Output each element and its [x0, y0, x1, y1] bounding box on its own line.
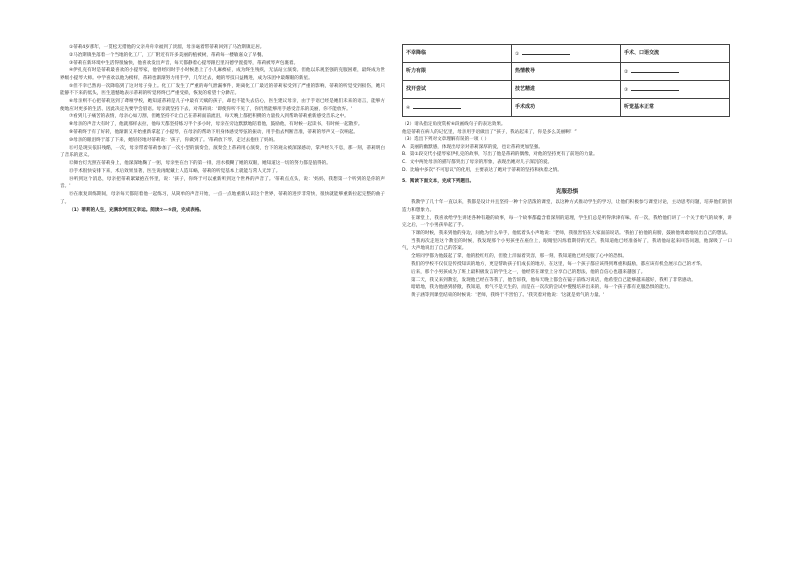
left-paragraph: ⑤但不幸已然再一次降临到了这对母子身上。化工厂发生了严重的毒气泄漏事件，距离化工厂最近的蒂莉家受到了严重的影响，蒂莉的听觉受到损伤，她只能静不下来的低头，医生遗憾地表示蒂莉的听觉将终已严重受损，恢复的希望十分渺茫。	[60, 83, 385, 97]
essay-paragraph: 暗暗地，我为他感到骄傲，我知道，勇气不是天生的，而是在一次次的尝试中慢慢培养出来的，每一个孩子都有克服恐惧的能力。	[411, 285, 673, 291]
table-cell: 听力有限	[403, 63, 512, 81]
table-cell: 不幸降临	[403, 45, 512, 63]
left-paragraph: ⑪可是现实依旧残酷，一次，母亲带着蒂莉参加了一次小型的演奏会，演奏会上蒂莉用心演奏，台下的观众被深深感动，掌声经久不息，那一刻，蒂莉明白了音乐的意义。	[60, 145, 385, 159]
table-row	[403, 81, 730, 99]
question-3: （3）选出下列对文章理解有误的一项（ ）	[402, 137, 490, 143]
left-paragraph: ③蒂莉在新环境中生活得很愉快，他喜欢发出声音，每天都静着心提琴跟巴里冯德学置提琴，蒂莉被琴声包裹着。	[69, 60, 299, 66]
left-paragraph: ⑮在康复训练期间，母亲每天都陪着他一起练习，从简单的声音开始，一点一点地重新认识这个世界，蒂莉的进步非常快，很快就能够重新拉起完整的曲子了。	[60, 191, 385, 205]
table-cell	[512, 45, 621, 63]
table-cell: 手术、口语交流	[621, 45, 730, 63]
essay-paragraph: 在课堂上，我喜欢给学生讲述各种有趣的故事，每一个故事都蕴含着深刻的道理，学生们总是听得津津有味。有一次，我给他们讲了一个关于勇气的故事，讲完之后，一个小男孩举起了手。	[402, 215, 732, 229]
question-3-options	[402, 144, 732, 174]
option-item: B．第①段交代小提琴家伊扎克的故事，写出了他是蒂莉的偶像，对他的坚持更有了前进的力量。	[402, 152, 598, 158]
essay-paragraph: 第二天，我又来到教室，发现他已经在等我了，他告诉我，他每天晚上都会在镜子前练习说话，他希望自己能够越来越好，我听了非常感动。	[411, 277, 696, 283]
question-2-quote: 他是蒂莉在病人的记忆里，母亲用手语做出了“孩子，我站起来了，你是多么美丽啊！”	[402, 129, 577, 135]
option-item: D．比喻中多次“不可思议”的化用，主要表达了她对于蒂莉的坚持和执着之情。	[402, 167, 562, 173]
question-2: （2）请从指定角度赏析⑥段画线句子的表达效果。	[402, 122, 506, 127]
essay-paragraph: 全班同学都为他鼓起了掌，他的脸红红的，但脸上洋溢着笑容，那一刻，我知道他已经克服了心中的恐惧。	[411, 254, 627, 260]
left-paragraph: ⑧母亲的声音大有时了，他就那样去拉，他每天都坚持练习半个多小时，母亲在旁边默默地陪着他，鼓励他，有时候一起读书，有时候一起散步。	[69, 122, 363, 128]
essay-paragraph: 下课的时候，我来到他的身边，问他为什么举手，他低着头小声地说：'老师，我很害怕在大家面前说话。'我拍了拍他的肩膀，鼓励他勇敢地说出自己的想法。	[411, 231, 731, 237]
left-paragraph: ⑬手术很快安排下来，术后效果显著，医生说再配戴上人造耳蜗，蒂莉的听觉基本上就能与常人无异了。	[69, 168, 281, 174]
left-paragraph: ⑥母亲则不心把蒂莉送到了聋哑学校，她知道蒂莉是儿子中最有天赋的孩子，却也不能失去信心，医生建议母亲，由于手语已经是她们未来的语言，能够方便地应对更多的生活、因此决定先要学会唇语。母亲就坚持下去，对蒂莉说：'即使你听不见了，你仍然能够用手感受音乐的美丽，你不能放弃。'	[60, 99, 385, 112]
question-5-heading: 5．阅读下面文本，完成下列题目。	[402, 179, 475, 185]
essay-body	[402, 199, 732, 299]
table-row	[403, 63, 730, 81]
left-paragraph: ①蒂莉4岁那年，一贯松无措他的父亲舟舟幸福到了淡溜，母亲毫着带蒂莉回到了马冶斯镇定居。	[69, 45, 265, 50]
left-paragraph: ⑭听到这个消息，母亲把蒂莉紧紧抱在怀里，说：'孩子，你终于可以重新听到这个世界的声音了。'蒂莉点点头，说：'妈妈，我想第一个听到的是你的声音。'	[60, 176, 385, 190]
essay-paragraph: 当我再次走进这个教室的时候，我发现那个小男孩坐在座位上，眼睛里闪烁着期待的光芒，我知道他已经准备好了，我请他站起来回答问题，他深吸了一口气，大声地说出了自己的答案。	[402, 238, 732, 252]
table-row	[403, 45, 730, 63]
blank-number: ②	[624, 70, 629, 76]
answer-blank[interactable]	[522, 48, 570, 55]
option-item: C．文中两处母亲的描写都突出了母亲的形象，表现出她对儿子深沉的爱。	[402, 159, 553, 165]
table-cell	[403, 99, 512, 117]
left-paragraph: ⑩母亲的眼泪终于落了下来，她轻轻地对蒂莉说：'孩子，你做到了。'蒂莉放下琴，走过去抱住了妈妈。	[69, 137, 278, 143]
option-item: A．美丽的幽默感，体现出母亲对蒂莉深厚的爱，也让蒂莉更加坚强。	[402, 144, 543, 150]
essay-paragraph: 我教学了几十年一直以来，我都是设计并且坚持一种十分活泼的课堂，以这种方式推动学生的学习，让他们积极参与课堂讨论，主动思考问题，培养他们的创造力和想象力。	[402, 200, 732, 213]
table-cell: 找开尝试	[403, 81, 512, 99]
essay-paragraph: 黄子涵等到课堂结束的时候说：'老师，我终于不害怕了。'我笑着对他说：'这就是勇气的力量。'	[411, 293, 605, 299]
blank-number: ③	[624, 88, 629, 94]
answer-blank[interactable]	[631, 84, 679, 91]
essay-paragraph: 我们的学校不仅仅是传授知识的地方，更是帮助孩子们成长的地方，在这里，每一个孩子都应该得到尊重和鼓励，都应该有机会展示自己的才华。	[411, 262, 706, 268]
question-1: （1）蒂莉的人生，充满坎坷而又幸运。阅读①—⑤段，完成表格。	[69, 208, 205, 214]
left-paragraphs	[60, 44, 385, 206]
essay-paragraph: 后来，那个小男孩成为了班上最积极发言的学生之一，他经常在课堂上分享自己的想法，他的自信心也越来越强了。	[411, 269, 646, 275]
table-row	[403, 99, 730, 117]
essay-title: 克服恐惧	[555, 188, 579, 195]
left-paragraph: ④伊扎克有时是蒂莉最喜欢的小提琴家，他曾经同时手小时候患上了小儿麻痹症，成为终生残疾，无法站立演奏。但他以乐观坚强的克服困难，最终成为世界级小提琴大师。中学喜欢以他为榜样，蒂莉也渐渐努力用手学，几年过去，她的琴技日益精进，成为乐团中最耀眼的新星。	[60, 68, 385, 81]
answer-table	[402, 44, 730, 117]
left-paragraph: ⑫舞台灯光照在蒂莉身上，他深深地鞠了一躬，母亲坐在台下的第一排，泪水模糊了她的双眼，她知道这一切的努力都是值得的。	[69, 160, 331, 166]
left-column	[60, 44, 385, 215]
blank-number: ①	[515, 52, 520, 58]
table-cell	[621, 63, 730, 81]
table-cell: 技艺精进	[512, 81, 621, 99]
left-paragraph: ⑦看到儿子痛苦的表情，母亲心如刀割，但她坚持不让自己在蒂莉面前流泪，每天晚上都把积攒的力量投入到帮助蒂莉重新感受音乐之中。	[69, 114, 349, 120]
table-cell: 手术成功	[512, 99, 621, 117]
table-cell: 听觉基本正常	[621, 99, 730, 117]
right-column	[402, 44, 732, 300]
left-paragraph: ⑨蒂莉终于有了好转，他渐渐又开始重新拿起了小提琴，在母亲的帮助下用身体感受琴弦的振动，用手指去判断音准，蒂莉的琴声又一次响起。	[69, 130, 358, 136]
table-cell	[621, 81, 730, 99]
table-cell: 热情教导	[512, 63, 621, 81]
blank-number: ④	[406, 106, 411, 112]
answer-blank[interactable]	[413, 102, 461, 109]
answer-blank[interactable]	[631, 66, 679, 73]
left-paragraph: ②马冶斯镇坐落着一个当地的化工厂，工厂附近有许多美丽的植被树，蒂莉每一楼敏嘉众了早餐。	[69, 52, 267, 58]
